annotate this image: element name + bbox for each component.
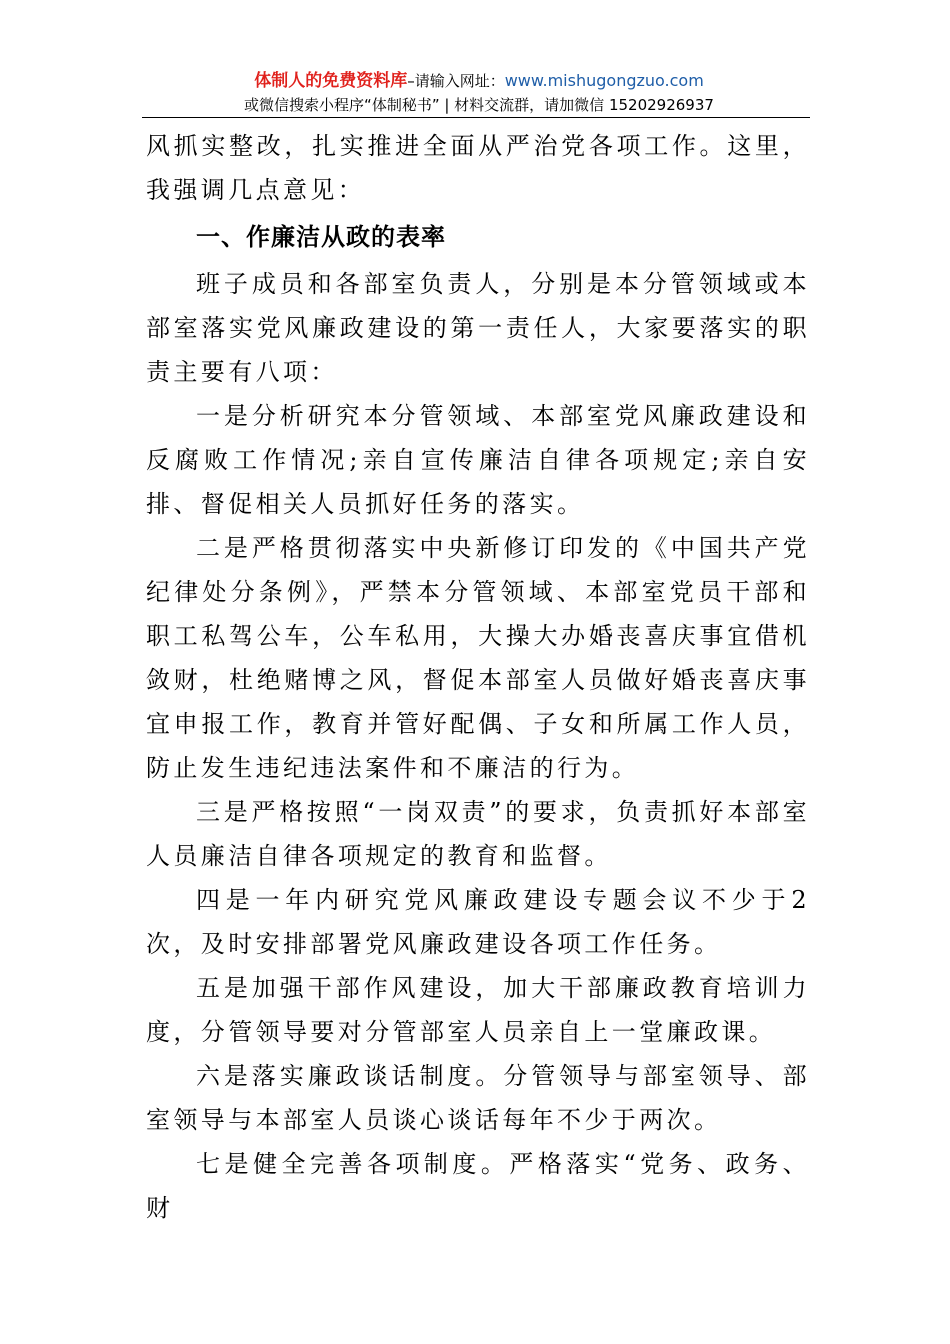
paragraph-item-6: 六是落实廉政谈话制度。分管领导与部室领导、部室领导与本部室人员谈心谈话每年不少于两次。 xyxy=(146,1062,810,1134)
header-divider xyxy=(142,117,810,118)
section-heading: 一、作廉洁从政的表率 xyxy=(196,223,446,251)
paragraph-continuation: 风抓实整改，扎实推进全面从严治党各项工作。这里，我强调几点意见： xyxy=(146,132,810,204)
paragraph-item-1: 一是分析研究本分管领域、本部室党风廉政建设和反腐败工作情况;亲自宣传廉洁自律各项规定;亲自安排、督促相关人员抓好任务的落实。 xyxy=(146,402,810,518)
paragraph-item-2: 二是严格贯彻落实中央新修订印发的《中国共产党纪律处分条例》，严禁本分管领域、本部室党员干部和职工私驾公车，公车私用，大操大办婚丧喜庆事宜借机敛财，杜绝赌博之风，督促本部室人员做好婚丧喜庆事宜申报工作，教育并管好配偶、子女和所属工作人员，防止发生违纪违法案件和不廉洁的行为。 xyxy=(146,534,810,782)
paragraph-item-7: 七是健全完善各项制度。严格落实“党务、政务、财 xyxy=(146,1150,810,1222)
paragraph-item-4: 四是一年内研究党风廉政建设专题会议不少于2次，及时安排部署党风廉政建设各项工作任务。 xyxy=(146,886,810,958)
document-body xyxy=(146,124,810,1230)
paragraph-intro: 班子成员和各部室负责人，分别是本分管领域或本部室落实党风廉政建设的第一责任人，大家要落实的职责主要有八项： xyxy=(146,270,810,386)
header-url-link[interactable]: www.mishugongzuo.com xyxy=(504,71,704,90)
paragraph-item-3: 三是严格按照“一岗双责”的要求，负责抓好本部室人员廉洁自律各项规定的教育和监督。 xyxy=(146,798,810,870)
header-line-2: 或微信搜索小程序“体制秘书” | 材料交流群，请加微信 15202926937 xyxy=(244,96,714,114)
paragraph-item-5: 五是加强干部作风建设，加大干部廉政教育培训力度，分管领导要对分管部室人员亲自上一堂廉政课。 xyxy=(146,974,810,1046)
page-header xyxy=(150,70,808,116)
header-brand: 体制人的免费资料库 xyxy=(254,71,408,91)
header-line-1 xyxy=(150,70,808,92)
header-prompt: –请输入网址： xyxy=(407,72,505,90)
